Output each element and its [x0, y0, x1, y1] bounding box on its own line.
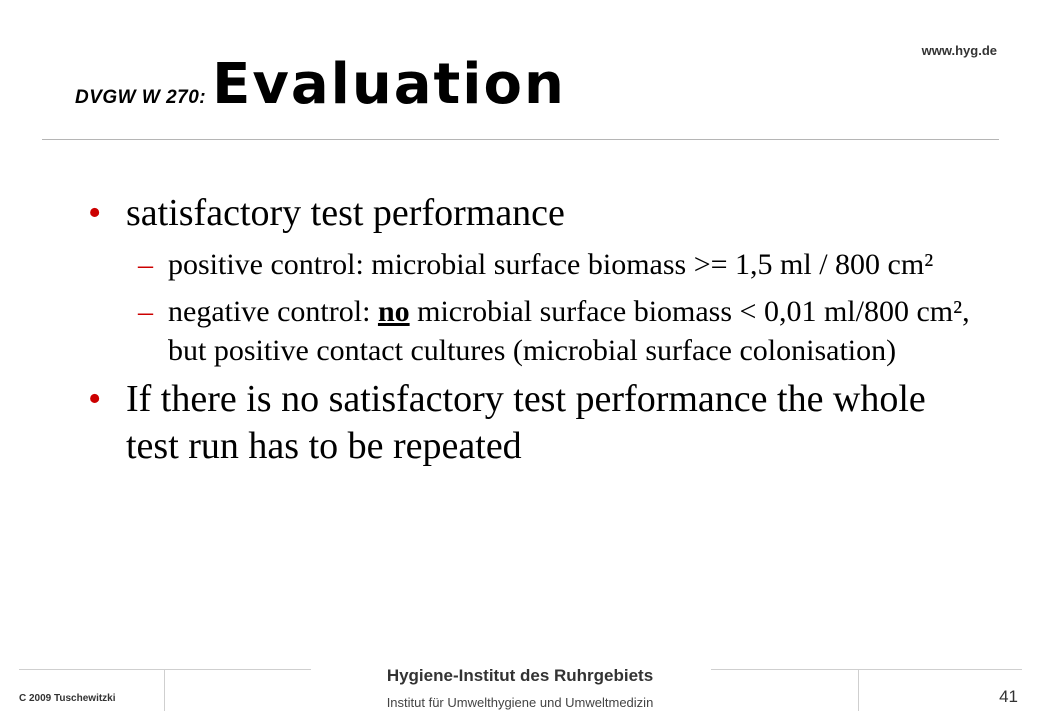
- bullet-icon: •: [88, 192, 102, 234]
- bullet-text: If there is no satisfactory test performance the whole test run has to be repeated: [126, 378, 926, 467]
- sub-item-negative-control: [88, 292, 988, 370]
- dash-icon: –: [138, 295, 153, 328]
- footer-separator-right: [858, 669, 859, 711]
- page-title: [75, 52, 566, 117]
- dash-icon: –: [138, 248, 153, 281]
- bullet-item: [88, 190, 988, 237]
- footer-divider-left: [19, 669, 311, 670]
- sub-item-text: positive control: microbial surface biomass >= 1,5 ml / 800 cm²: [168, 248, 934, 281]
- emphasis-no: no: [377, 295, 410, 328]
- footer-divider-right: [711, 669, 1022, 670]
- copyright: C 2009 Tuschewitzki: [19, 693, 116, 704]
- sub-item-text-pre: negative control:: [168, 295, 378, 328]
- bullet-text: satisfactory test performance: [126, 192, 565, 234]
- institute-name: Hygiene-Institut des Ruhrgebiets: [386, 666, 654, 685]
- slide-content: [88, 190, 988, 470]
- bullet-item: [88, 376, 988, 470]
- bullet-icon: •: [88, 378, 102, 420]
- title-prefix: DVGW W 270:: [75, 87, 207, 108]
- title-divider: [42, 139, 999, 140]
- site-url: www.hyg.de: [921, 43, 997, 58]
- sub-item-positive-control: [88, 245, 988, 284]
- sub-item-text-post: microbial surface biomass < 0,01 ml/800 cm², but positive contact cultures (microbial surface colonisation): [168, 295, 970, 367]
- page-number: 41: [999, 687, 1018, 706]
- title-main: Evaluation: [212, 52, 566, 117]
- institute-subtitle: Institut für Umwelthygiene und Umweltmedizin: [386, 695, 654, 710]
- footer-separator-left: [164, 669, 165, 711]
